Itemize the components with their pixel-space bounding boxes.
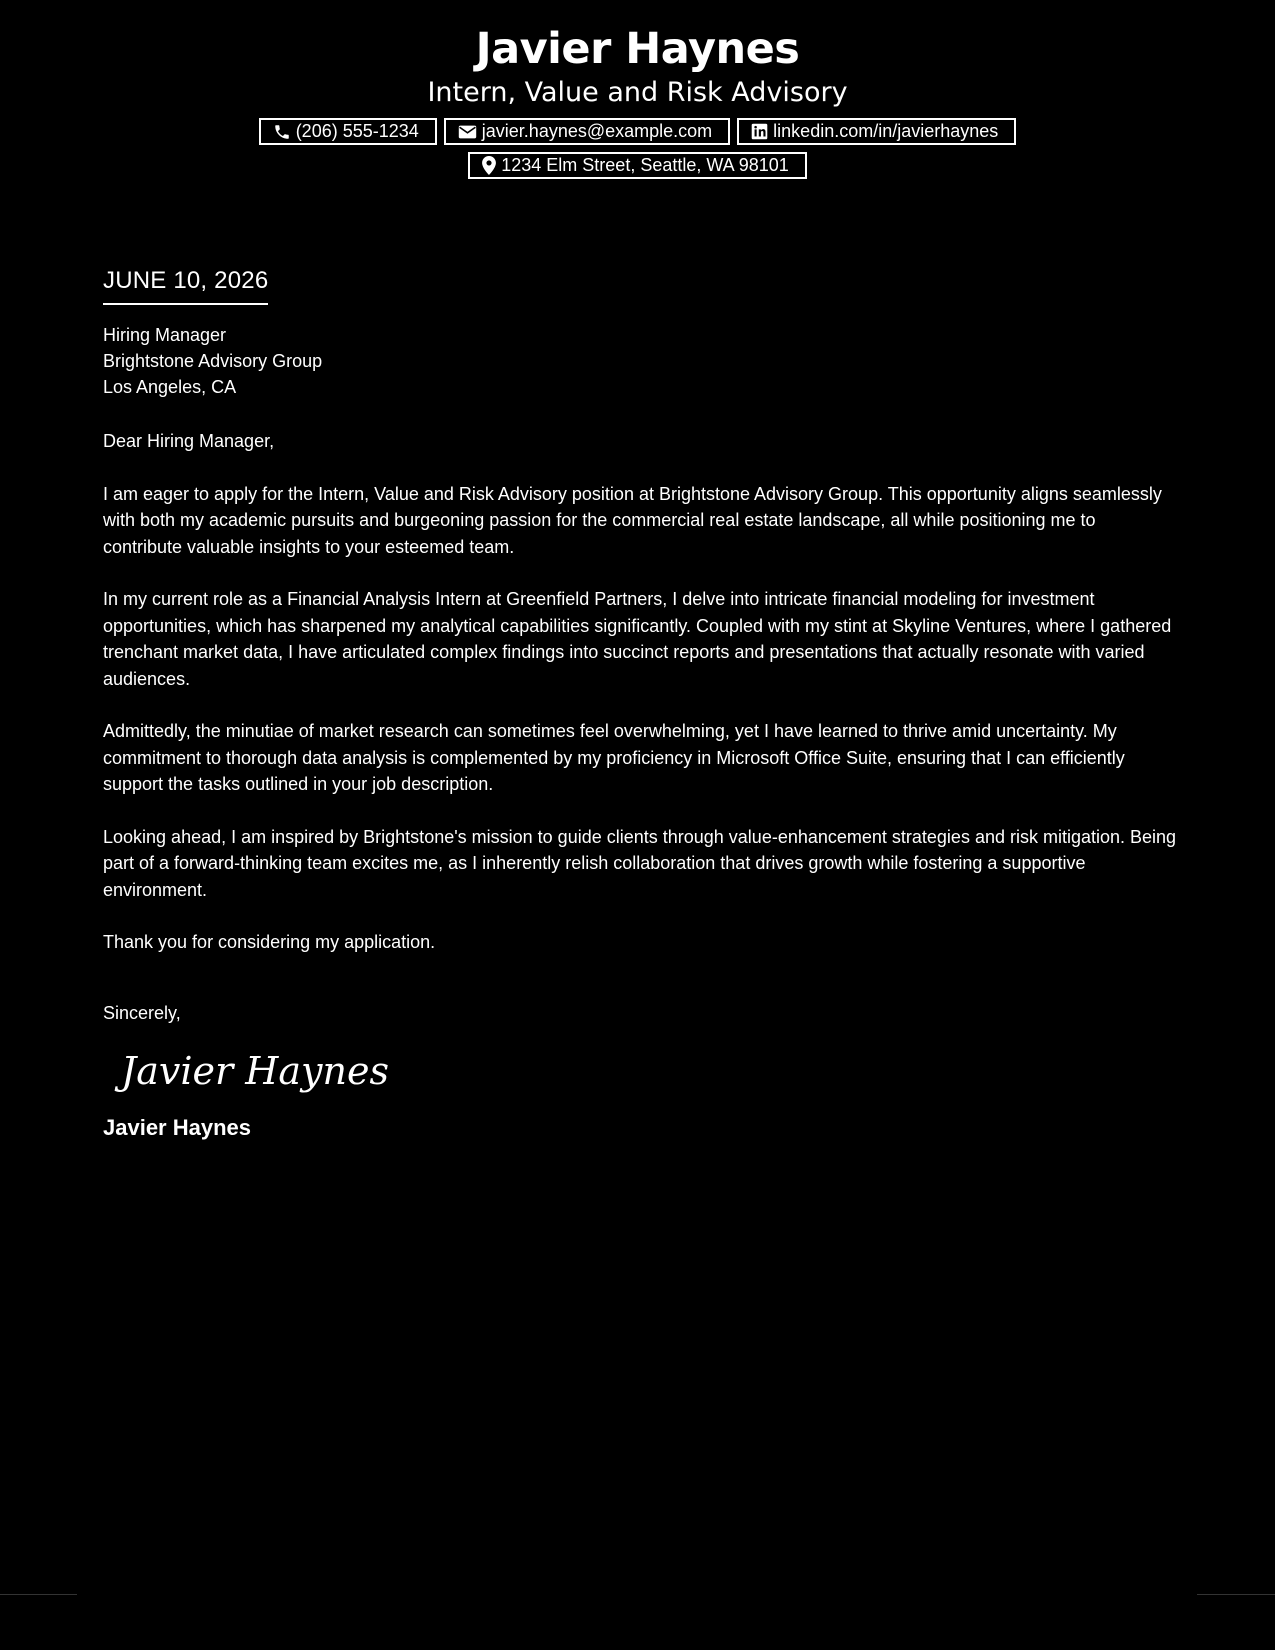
letter-header xyxy=(0,22,1275,186)
address-row xyxy=(0,152,1275,179)
salutation: Dear Hiring Manager, xyxy=(103,431,275,451)
body-paragraph: I am eager to apply for the Intern, Value and Risk Advisory position at Brightstone Advisory Group. This opportunity aligns seamlessly with both my academic pursuits and burgeoning passion for the commercial real estate landscape, all while positioning me to contribute valuable insights to your esteemed team. xyxy=(103,483,1162,557)
closing-thanks: Thank you for considering my application. xyxy=(103,932,436,952)
phone-text: (206) 555-1234 xyxy=(295,121,419,141)
linkedin-text: linkedin.com/in/javierhaynes xyxy=(773,121,999,141)
applicant-role: Intern, Value and Risk Advisory xyxy=(427,77,848,108)
handwritten-signature xyxy=(119,1042,1178,1102)
address-text: 1234 Elm Street, Seattle, WA 98101 xyxy=(501,155,789,175)
linkedin-contact[interactable] xyxy=(737,118,1016,145)
linkedin-icon xyxy=(751,123,768,140)
signoff: Sincerely, xyxy=(103,1002,181,1023)
letter-body xyxy=(103,266,1178,1142)
body-paragraph: Looking ahead, I am inspired by Brightstone's mission to guide clients through value-enhancement strategies and risk mitigation. Being part of a forward-thinking team excites me, as I inherently relish collaboration that drives growth while fostering a supportive environment. xyxy=(103,826,1177,900)
email-text: javier.haynes@example.com xyxy=(481,121,713,141)
recipient-title: Hiring Manager xyxy=(103,325,227,345)
phone-icon xyxy=(273,123,291,141)
map-marker-icon xyxy=(482,156,496,175)
recipient-block xyxy=(103,322,1178,400)
address-contact[interactable] xyxy=(468,152,807,179)
footer-divider-left xyxy=(0,1594,77,1595)
phone-contact[interactable] xyxy=(259,118,437,145)
footer-divider-right xyxy=(1197,1594,1275,1595)
recipient-location: Los Angeles, CA xyxy=(103,377,237,397)
envelope-icon xyxy=(458,124,477,140)
signature-text: Javier Haynes xyxy=(121,1049,389,1093)
signer-name: Javier Haynes xyxy=(103,1115,251,1140)
applicant-name: Javier Haynes xyxy=(475,24,800,74)
body-paragraph: In my current role as a Financial Analysis Intern at Greenfield Partners, I delve into intricate financial modeling for investment opportunities, which has sharpened my analytical capabilities significantly. Coupled with my stint at Skyline Ventures, where I gathered trenchant market data, I have articulated complex findings into succinct reports and presentations that actually resonate with varied audiences. xyxy=(103,589,1172,689)
email-contact[interactable] xyxy=(444,118,730,145)
contact-row xyxy=(0,118,1275,145)
body-paragraph: Admittedly, the minutiae of market research can sometimes feel overwhelming, yet I have learned to thrive amid uncertainty. My commitment to thorough data analysis is complemented by my proficiency in Microsoft Office Suite, ensuring that I can efficiently support the tasks outlined in your job description. xyxy=(103,721,1125,794)
letter-date: JUNE 10, 2026 xyxy=(103,266,268,305)
recipient-company: Brightstone Advisory Group xyxy=(103,351,323,371)
